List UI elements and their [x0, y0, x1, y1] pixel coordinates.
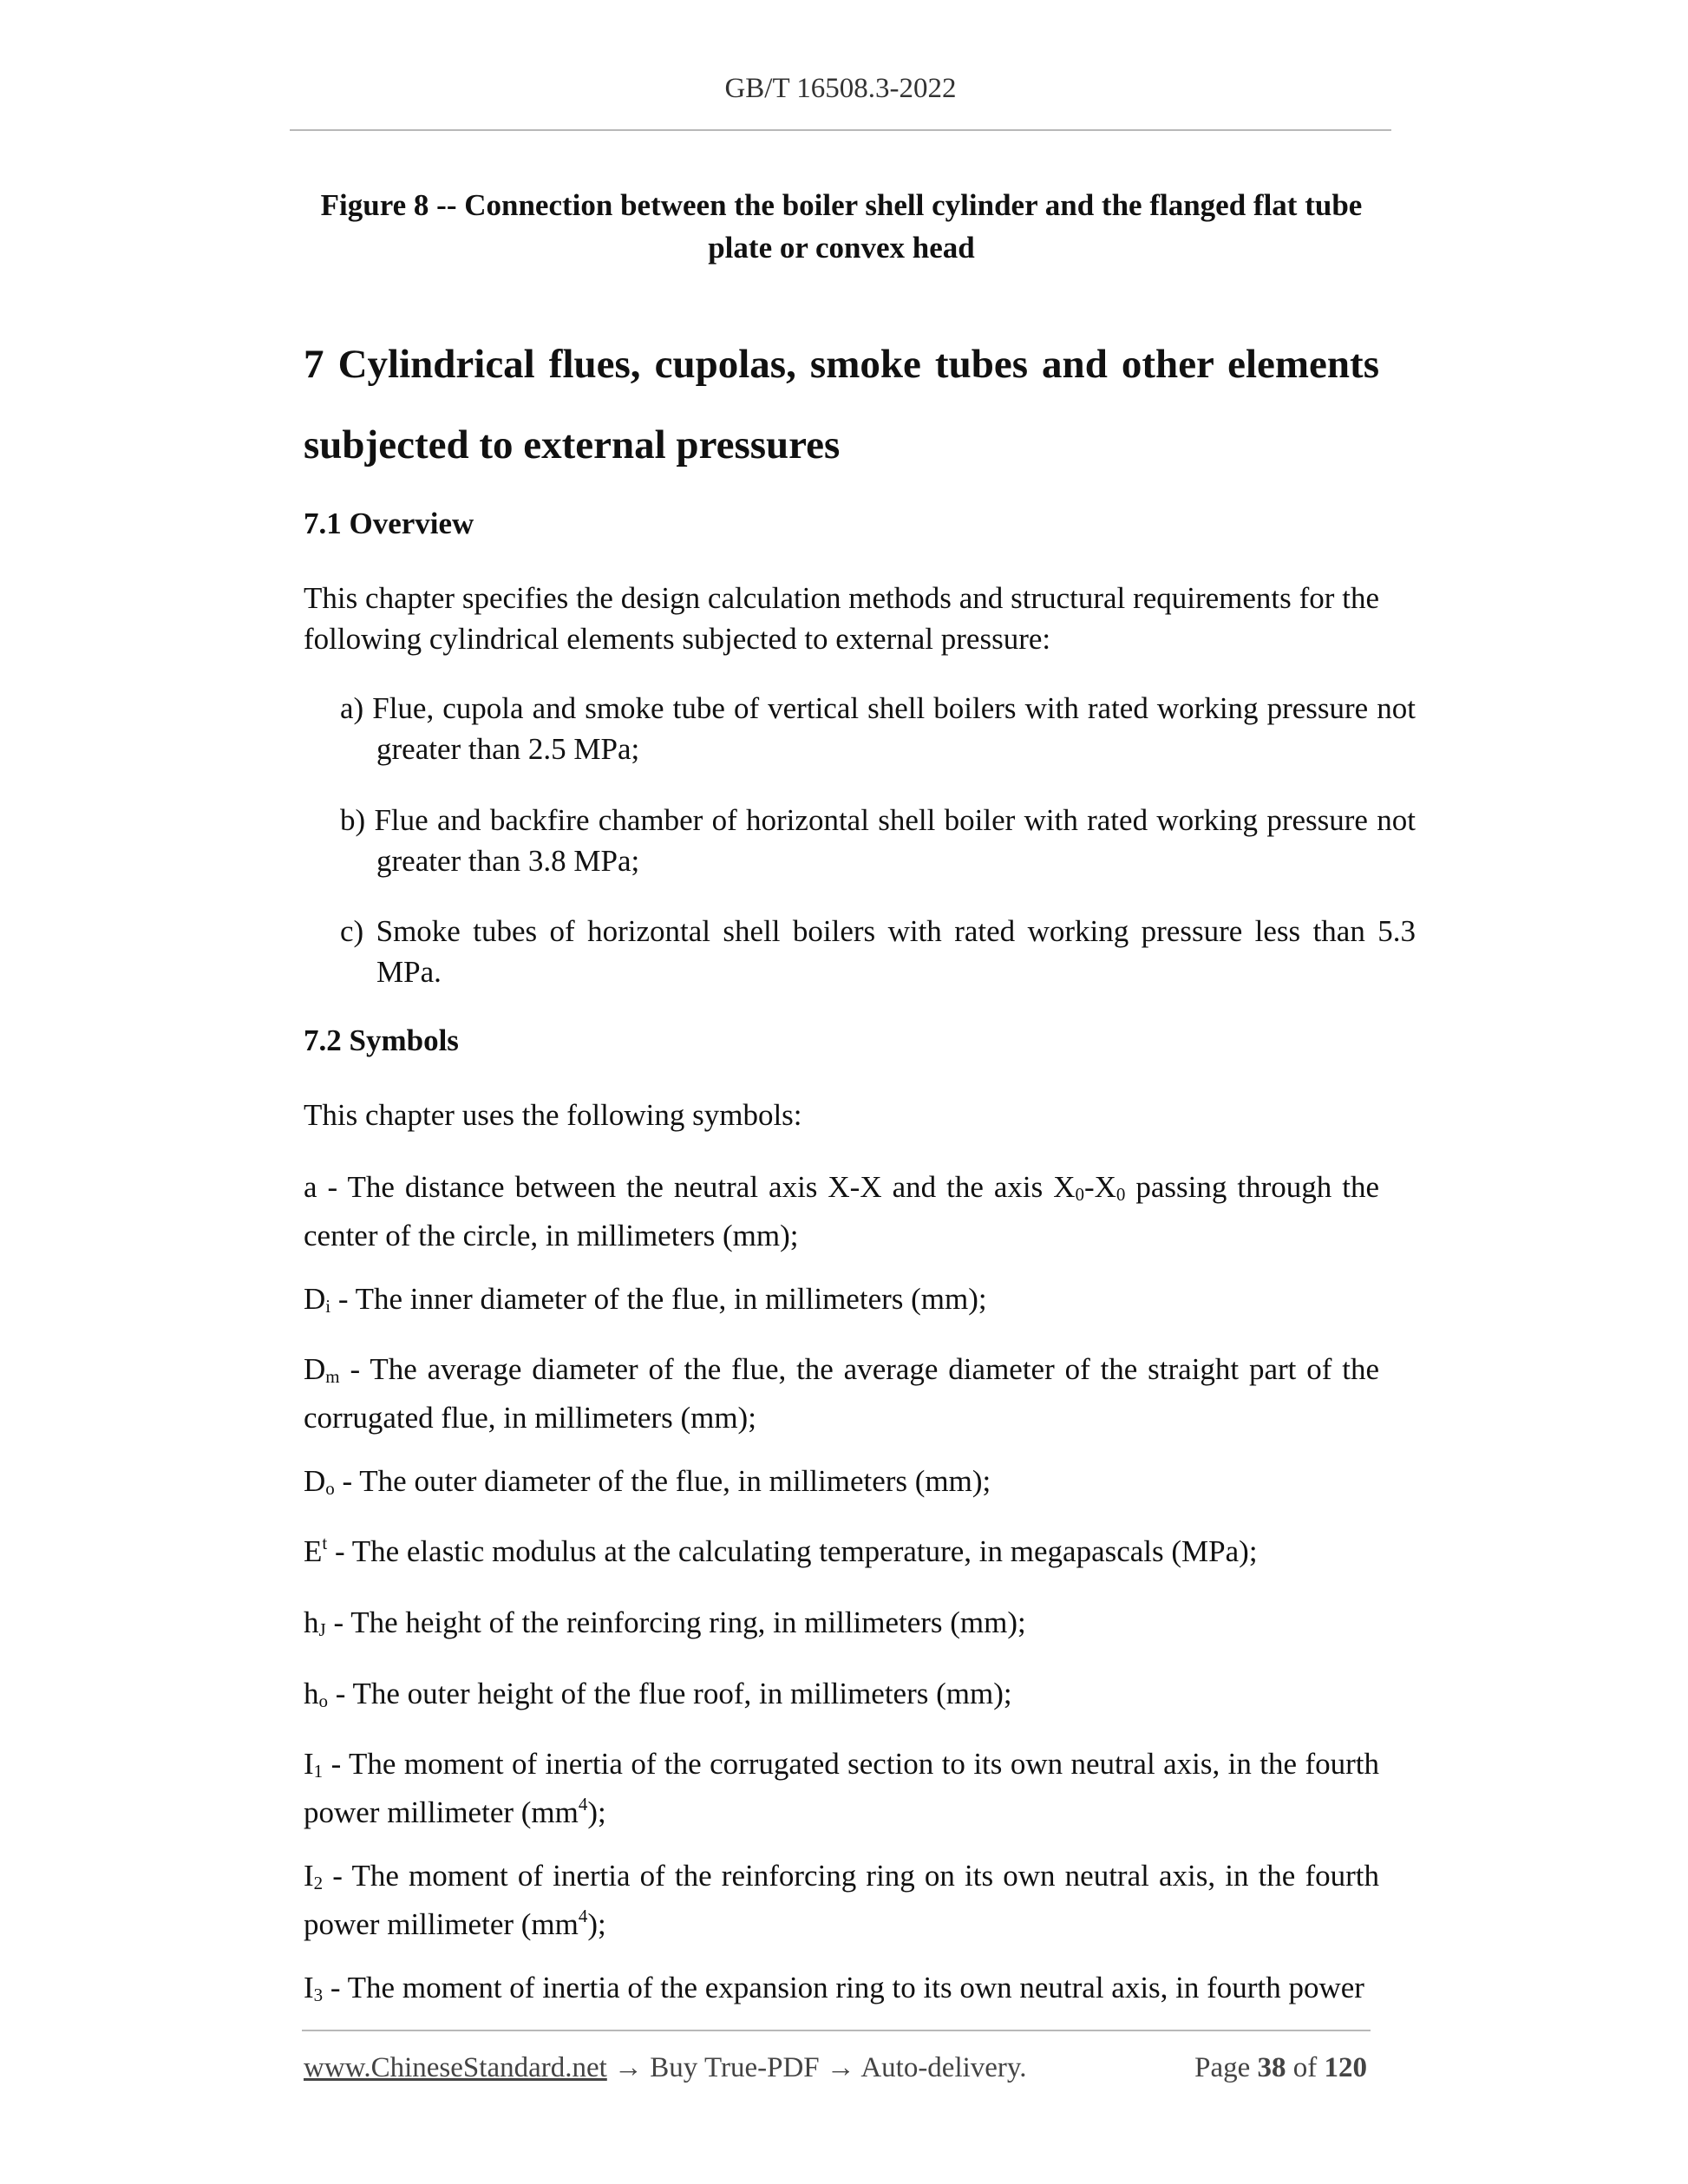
arrow-right-icon: → — [826, 2052, 855, 2083]
symbol-definition-dm: $D_m$ - The average diameter of the flue, the average diameter of the straight part of the corrugated flue, in millimeters (mm); — [304, 1352, 1379, 1435]
overview-paragraph: This chapter specifies the design calculation methods and structural requirements for the following cylindrical elements subjected to external pressure: — [304, 581, 1379, 656]
section-heading-symbols: 7.2 Symbols — [304, 1023, 459, 1057]
symbol: I — [304, 1747, 314, 1781]
symbol: I — [304, 1859, 314, 1893]
symbol-definition-do: $D_o$ - The outer diameter of the flue, in millimeters (mm); — [304, 1464, 991, 1499]
chapter-title: 7 Cylindrical flues, cupolas, smoke tubes and other elements subjected to external pressures — [304, 342, 1379, 468]
figure-caption: Figure 8 -- Connection between the boiler shell cylinder and the flanged flat tube plate or convex head — [320, 188, 1363, 265]
footer-divider — [302, 2030, 1371, 2031]
symbol-definition-i2: $I_2$ - The moment of inertia of the reinforcing ring on its own neutral axis, in the fourth power millimeter $(mm^4)$; — [304, 1859, 1379, 1941]
symbol-definition-hj: $h_J$ - The height of the reinforcing ring, in millimeters (mm); — [304, 1605, 1026, 1640]
list-item: a) Flue, cupola and smoke tube of vertical shell boilers with rated working pressure not greater than 2.5 MPa; — [340, 691, 1416, 766]
symbol: D — [304, 1282, 326, 1316]
symbol: h — [304, 1605, 319, 1639]
auto-delivery-text: Auto-delivery. — [860, 2052, 1027, 2083]
header-divider — [290, 129, 1391, 131]
symbol-definition-et: $E^t$ - The elastic modulus at the calculating temperature, in megapascals (MPa); — [304, 1533, 1258, 1568]
list-item: c) Smoke tubes of horizontal shell boilers with rated working pressure less than 5.3 MPa. — [340, 914, 1416, 989]
document-header: GB/T 16508.3-2022 — [724, 73, 957, 104]
symbol-definition-i3: $I_3$ - The moment of inertia of the expansion ring to its own neutral axis, in fourth power — [304, 1971, 1364, 2005]
symbol-definition-a: a - The distance between the neutral axis X-X and the axis $X_0-X_0$ passing through the center of the circle, in millimeters (mm); — [304, 1170, 1379, 1252]
symbol: D — [304, 1352, 326, 1386]
arrow-right-icon: → — [614, 2052, 644, 2083]
symbol: a — [304, 1170, 317, 1204]
section-heading-overview: 7.1 Overview — [304, 507, 474, 540]
symbol: I — [304, 1971, 314, 2004]
list-item: b) Flue and backfire chamber of horizontal shell boiler with rated working pressure not greater than 3.8 MPa; — [340, 803, 1416, 878]
page-footer — [304, 2052, 1372, 2084]
symbol: D — [304, 1464, 326, 1498]
symbol-definition-di: $D_i$ - The inner diameter of the flue, in millimeters (mm); — [304, 1282, 987, 1317]
website-link[interactable]: www.ChineseStandard.net — [304, 2052, 607, 2083]
symbol-definition-i1: $I_1$ - The moment of inertia of the corrugated section to its own neutral axis, in the fourth power millimeter $(mm^4)$; — [304, 1747, 1379, 1829]
symbol-definition-ho: $h_o$ - The outer height of the flue roof, in millimeters (mm); — [304, 1677, 1012, 1711]
symbol: h — [304, 1677, 319, 1710]
buy-pdf-text: Buy True-PDF — [650, 2052, 820, 2083]
page-number: Page 38 of 120 — [1194, 2052, 1367, 2083]
symbol: E — [304, 1534, 323, 1568]
symbols-intro: This chapter uses the following symbols: — [304, 1098, 802, 1132]
